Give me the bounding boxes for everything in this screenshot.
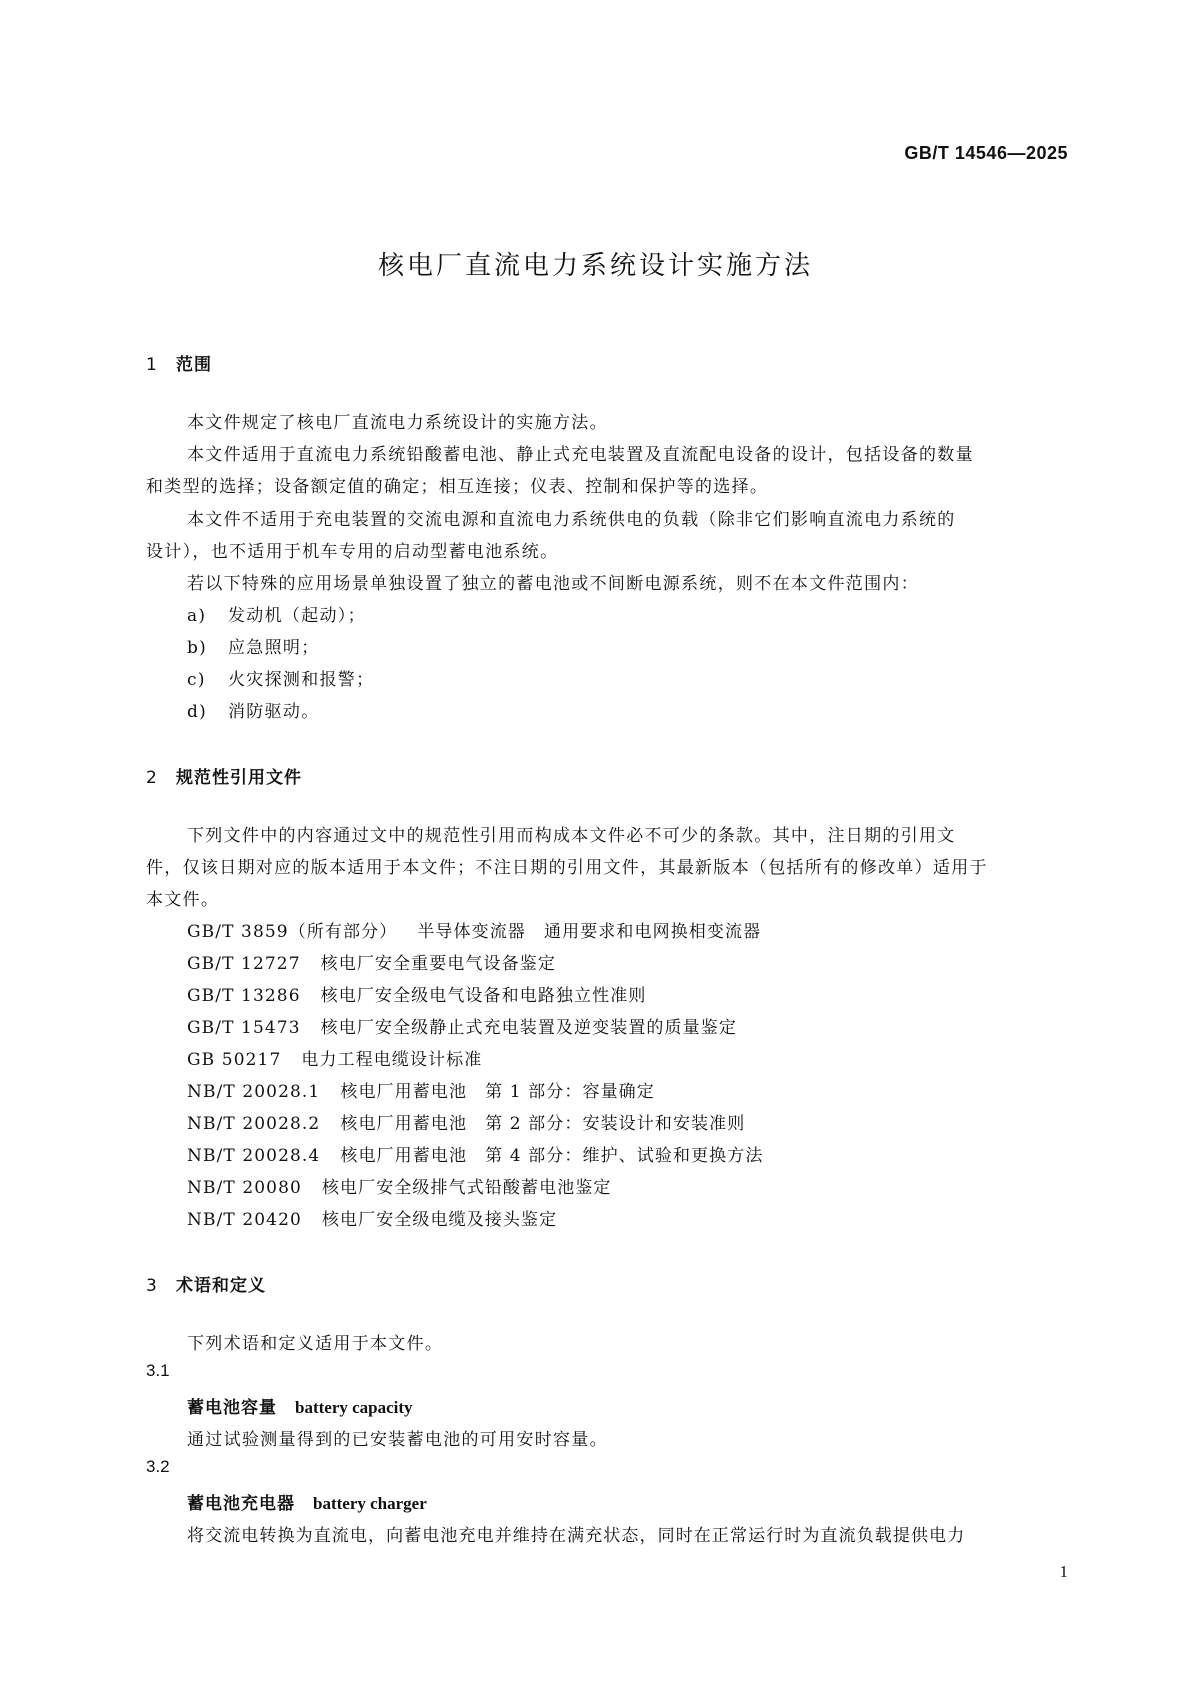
list-mark: d) bbox=[187, 702, 208, 722]
reference-code: NB/T 20028.4 bbox=[187, 1146, 321, 1166]
reference-item bbox=[187, 1077, 655, 1102]
doc-code: GB/T 14546—2025 bbox=[904, 143, 1068, 163]
reference-title: 核电厂安全级静止式充电装置及逆变装置的质量鉴定 bbox=[320, 1018, 737, 1038]
paragraph: 和类型的选择；设备额定值的确定；相互连接；仪表、控制和保护等的选择。 bbox=[146, 477, 769, 497]
paragraph: 件，仅该日期对应的版本适用于本文件；不注日期的引用文件，其最新版本（包括所有的修改单）适用于 bbox=[146, 858, 988, 878]
reference-item bbox=[187, 917, 761, 942]
reference-title: 核电厂用蓄电池 第 4 部分：维护、试验和更换方法 bbox=[340, 1146, 764, 1166]
section-2-heading bbox=[146, 763, 302, 788]
reference-code: GB/T 3859（所有部分） bbox=[187, 922, 398, 942]
paragraph: 本文件。 bbox=[146, 890, 220, 910]
term-definition: 将交流电转换为直流电，向蓄电池充电并维持在满充状态，同时在正常运行时为直流负载提供电力 bbox=[187, 1526, 966, 1546]
reference-title: 核电厂安全级排气式铅酸蓄电池鉴定 bbox=[321, 1178, 612, 1198]
section-title: 范围 bbox=[176, 355, 212, 375]
list-text: 应急照明； bbox=[228, 638, 320, 658]
reference-item bbox=[187, 949, 556, 974]
reference-code: NB/T 20080 bbox=[187, 1178, 302, 1198]
list-item bbox=[187, 697, 320, 722]
term-name-zh: 蓄电池容量 bbox=[187, 1398, 277, 1418]
term-name-zh: 蓄电池充电器 bbox=[187, 1494, 295, 1514]
reference-code: GB/T 13286 bbox=[187, 986, 301, 1006]
section-number: 2 bbox=[146, 768, 158, 788]
reference-title: 电力工程电缆设计标准 bbox=[301, 1050, 483, 1070]
reference-item bbox=[187, 1013, 737, 1038]
reference-item bbox=[187, 1109, 745, 1134]
section-1-heading bbox=[146, 350, 212, 375]
term-entry bbox=[187, 1489, 427, 1514]
section-number: 1 bbox=[146, 355, 158, 375]
list-text: 火灾探测和报警； bbox=[228, 670, 375, 690]
paragraph: 本文件规定了核电厂直流电力系统设计的实施方法。 bbox=[187, 413, 608, 433]
term-definition: 通过试验测量得到的已安装蓄电池的可用安时容量。 bbox=[187, 1430, 608, 1450]
section-number: 3 bbox=[146, 1276, 158, 1296]
reference-title: 半导体变流器 通用要求和电网换相变流器 bbox=[417, 922, 762, 942]
list-item bbox=[187, 633, 320, 658]
term-number: 3.2 bbox=[146, 1457, 170, 1476]
reference-title: 核电厂安全重要电气设备鉴定 bbox=[320, 954, 556, 974]
reference-code: GB/T 12727 bbox=[187, 954, 301, 974]
term-number: 3.1 bbox=[146, 1361, 170, 1380]
list-text: 消防驱动。 bbox=[228, 702, 320, 722]
paragraph: 下列术语和定义适用于本文件。 bbox=[187, 1334, 444, 1354]
reference-code: GB 50217 bbox=[187, 1050, 282, 1070]
paragraph: 本文件适用于直流电力系统铅酸蓄电池、静止式充电装置及直流配电设备的设计，包括设备的数量 bbox=[187, 445, 974, 465]
section-title: 术语和定义 bbox=[176, 1276, 266, 1296]
reference-code: NB/T 20028.1 bbox=[187, 1082, 321, 1102]
section-3-heading bbox=[146, 1271, 266, 1296]
reference-code: NB/T 20028.2 bbox=[187, 1114, 321, 1134]
reference-item bbox=[187, 1045, 482, 1070]
reference-item bbox=[187, 1205, 557, 1230]
reference-item bbox=[187, 1173, 612, 1198]
paragraph: 设计），也不适用于机车专用的启动型蓄电池系统。 bbox=[146, 542, 559, 562]
list-mark: c) bbox=[187, 670, 206, 690]
page-number: 1 bbox=[1059, 1562, 1068, 1581]
section-title: 规范性引用文件 bbox=[176, 768, 302, 788]
paragraph: 若以下特殊的应用场景单独设置了独立的蓄电池或不间断电源系统，则不在本文件范围内： bbox=[187, 574, 919, 594]
reference-title: 核电厂安全级电气设备和电路独立性准则 bbox=[320, 986, 647, 1006]
term-entry bbox=[187, 1393, 413, 1418]
reference-item bbox=[187, 1141, 763, 1166]
list-item bbox=[187, 601, 366, 626]
paragraph: 下列文件中的内容通过文中的规范性引用而构成本文件必不可少的条款。其中，注日期的引用文 bbox=[187, 826, 956, 846]
list-mark: b) bbox=[187, 638, 208, 658]
reference-item bbox=[187, 981, 646, 1006]
term-name-en: battery charger bbox=[313, 1494, 427, 1513]
reference-code: NB/T 20420 bbox=[187, 1210, 302, 1230]
reference-title: 核电厂用蓄电池 第 1 部分：容量确定 bbox=[340, 1082, 655, 1102]
reference-title: 核电厂用蓄电池 第 2 部分：安装设计和安装准则 bbox=[340, 1114, 746, 1134]
list-item bbox=[187, 665, 374, 690]
list-text: 发动机（起动）； bbox=[228, 606, 366, 626]
paragraph: 本文件不适用于充电装置的交流电源和直流电力系统供电的负载（除非它们影响直流电力系统的 bbox=[187, 510, 956, 530]
list-mark: a) bbox=[187, 606, 207, 626]
reference-title: 核电厂安全级电缆及接头鉴定 bbox=[321, 1210, 558, 1230]
page-title: 核电厂直流电力系统设计实施方法 bbox=[377, 251, 813, 281]
term-name-en: battery capacity bbox=[295, 1398, 413, 1417]
reference-code: GB/T 15473 bbox=[187, 1018, 301, 1038]
